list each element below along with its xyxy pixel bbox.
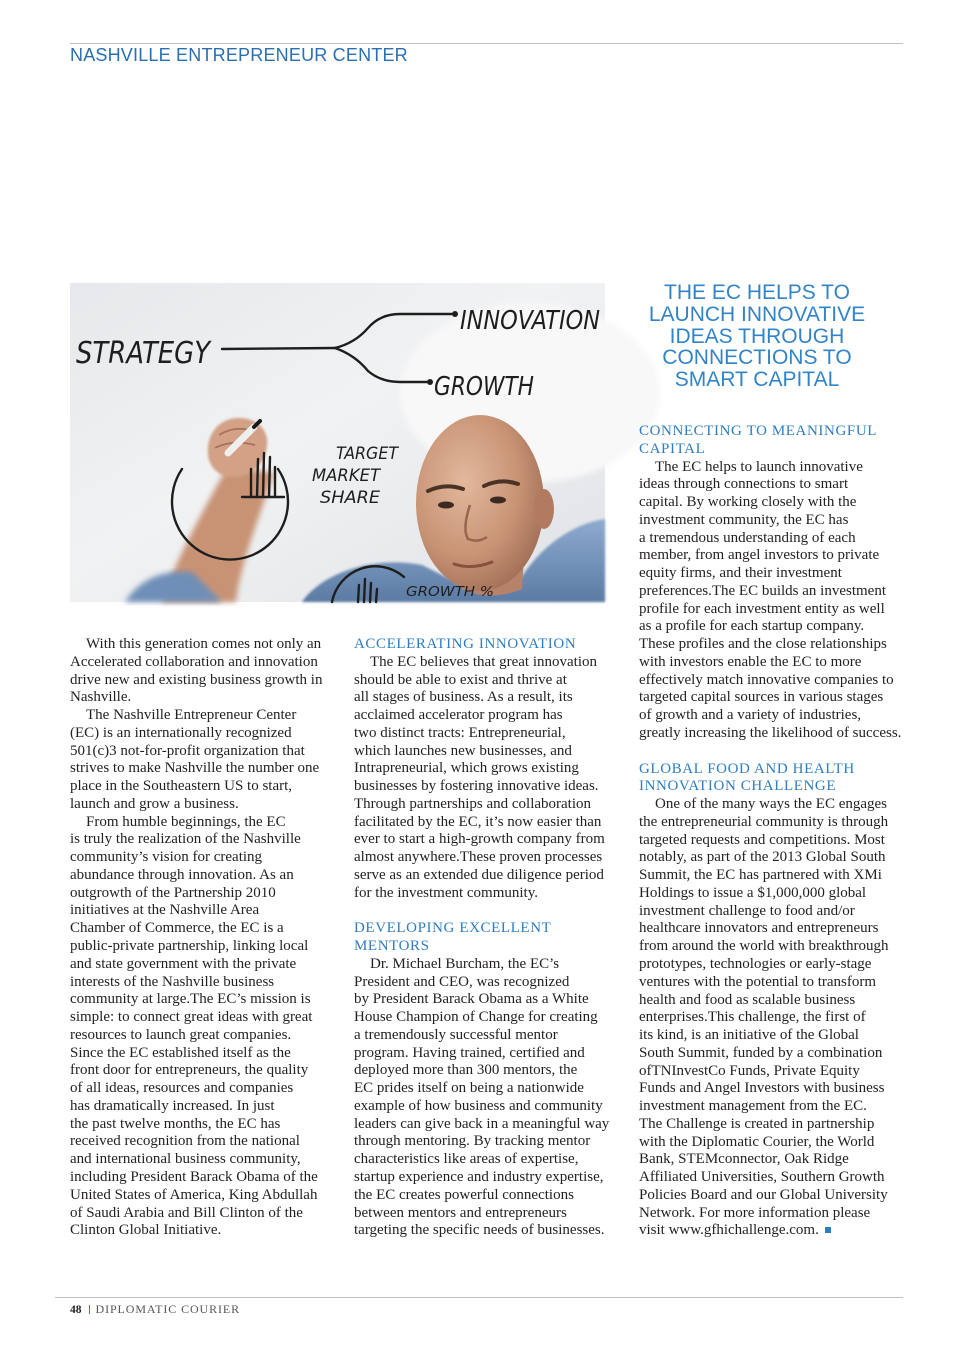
body-line <box>70 1187 327 1205</box>
body-line <box>70 707 327 725</box>
photo-label-market: MARKET <box>312 466 382 486</box>
body-line <box>639 530 903 548</box>
body-line <box>354 849 612 867</box>
body-line-text: outgrowth of the Partnership 2010 <box>70 884 276 901</box>
body-line <box>70 636 327 654</box>
body-line-text: The EC helps to launch innovative <box>655 458 863 475</box>
body-line <box>639 832 903 850</box>
body-line <box>639 459 903 477</box>
paragraph <box>639 796 903 1240</box>
body-line <box>70 831 327 849</box>
body-line <box>639 796 903 814</box>
body-line <box>70 1045 327 1063</box>
body-line-text: health and food as scalable business <box>639 991 856 1008</box>
body-line-text: investment management from the EC. <box>639 1098 867 1115</box>
page-footer <box>70 1302 240 1316</box>
body-line <box>70 991 327 1009</box>
body-line <box>354 867 612 885</box>
body-line <box>70 902 327 920</box>
body-line <box>639 938 903 956</box>
photo-label-innovation: INNOVATION <box>460 306 600 336</box>
body-line-text: South Summit, funded by a combination <box>639 1044 883 1061</box>
body-line-text: investment challenge to food and/or <box>639 902 855 919</box>
body-line <box>70 1205 327 1223</box>
section-heading-text: CAPITAL <box>639 440 706 457</box>
body-line-text: abundance through innovation. As an <box>70 866 294 883</box>
body-line-text: Chamber of Commerce, the EC is a <box>70 920 284 937</box>
paragraph <box>70 636 327 707</box>
photo-label-target: TARGET <box>336 444 400 464</box>
publication-name: DIPLOMATIC COURIER <box>95 1302 241 1316</box>
body-line-text: Through partnerships and collaboration <box>354 795 592 812</box>
body-line <box>639 494 903 512</box>
section-heading-line <box>354 636 612 654</box>
body-line <box>354 1098 612 1116</box>
body-line <box>354 974 612 992</box>
body-line <box>70 867 327 885</box>
body-line <box>354 1062 612 1080</box>
section-heading <box>639 423 903 459</box>
article-column-1 <box>70 636 327 1240</box>
body-line <box>639 1045 903 1063</box>
body-line-text: by President Barack Obama as a White <box>354 991 589 1008</box>
body-line-text: public-private partnership, linking local <box>70 938 309 955</box>
body-line <box>354 1169 612 1187</box>
body-line-text: effectively match innovative companies to <box>639 671 894 688</box>
body-line <box>70 654 327 672</box>
body-line-text: startup experience and industry expertise, <box>354 1168 604 1185</box>
body-line-text: Holdings to issue a $1,000,000 global <box>639 884 867 901</box>
body-line <box>639 565 903 583</box>
body-line-text: capital. By working closely with the <box>639 494 857 511</box>
body-line-text: House Champion of Change for creating <box>354 1009 598 1026</box>
body-line <box>354 672 612 690</box>
article-photo <box>70 283 605 602</box>
body-line-text: two distinct tracts: Entrepreneurial, <box>354 724 566 741</box>
left-eye <box>438 502 454 509</box>
body-line <box>354 778 612 796</box>
body-line-text: drive new and existing business growth in <box>70 671 323 688</box>
body-line-text: community at large.The EC’s mission is <box>70 991 311 1008</box>
body-line <box>639 1063 903 1081</box>
section-heading-line <box>639 761 903 779</box>
body-line-text: The EC believes that great innovation <box>370 653 598 670</box>
pull-quote-line: LAUNCH INNOVATIVE <box>648 302 866 326</box>
body-line-text: Affiliated Universities, Southern Growth <box>639 1169 885 1186</box>
body-line <box>639 1116 903 1134</box>
body-line <box>70 1062 327 1080</box>
body-line-text: front door for entrepreneurs, the quality <box>70 1062 309 1079</box>
body-line-text: the past twelve months, the EC has <box>70 1115 281 1132</box>
photo-label-strategy: STRATEGY <box>76 336 213 371</box>
body-line-text: Clinton Global Initiative. <box>70 1222 222 1239</box>
photo-label-growth-percent: GROWTH % <box>406 585 494 600</box>
body-line <box>639 601 903 619</box>
body-line-text: place in the Southeastern US to start, <box>70 778 293 795</box>
body-line-text: The Challenge is created in partnership <box>639 1115 875 1132</box>
body-line-text: all stages of business. As a result, its <box>354 689 573 706</box>
body-line <box>639 583 903 601</box>
body-line-text: example of how business and community <box>354 1097 603 1114</box>
ear <box>534 489 554 529</box>
body-line-text: almost anywhere.These proven processes <box>354 849 603 866</box>
body-line-text: with the Diplomatic Courier, the World <box>639 1133 875 1150</box>
body-line <box>639 636 903 654</box>
body-line <box>639 903 903 921</box>
article-column-2 <box>354 636 612 1240</box>
body-line <box>354 1205 612 1223</box>
section-header-title: NASHVILLE ENTREPRENEUR CENTER <box>70 45 408 65</box>
body-line <box>639 672 903 690</box>
body-line <box>70 1151 327 1169</box>
section-heading <box>354 920 612 956</box>
body-line <box>354 743 612 761</box>
body-line <box>70 743 327 761</box>
body-line-text: Bank, STEMconnector, Oak Ridge <box>639 1151 849 1168</box>
body-line-text: a tremendously successful mentor <box>354 1026 558 1043</box>
body-line <box>354 796 612 814</box>
body-line-text: and state government with the private <box>70 955 297 972</box>
body-line-text: for the investment community. <box>354 884 538 901</box>
body-line <box>354 1080 612 1098</box>
body-line-text: initiatives at the Nashville Area <box>70 902 260 919</box>
photo-label-share: SHARE <box>320 488 381 508</box>
body-line-text: which launches new businesses, and <box>354 742 572 759</box>
body-line <box>70 760 327 778</box>
paragraph <box>354 956 612 1240</box>
body-line <box>354 956 612 974</box>
section-heading <box>639 761 903 797</box>
body-line-text: deployed more than 300 mentors, the <box>354 1062 578 1079</box>
body-line <box>639 849 903 867</box>
body-line <box>354 1045 612 1063</box>
section-heading-text: DEVELOPING EXCELLENT <box>354 920 552 937</box>
body-line-text: interests of the Nashville business <box>70 973 275 990</box>
body-line <box>354 725 612 743</box>
section-heading-text: ACCELERATING INNOVATION <box>354 636 577 652</box>
body-line-text: and international business community, <box>70 1151 301 1168</box>
body-line-text: of all ideas, resources and companies <box>70 1080 294 1097</box>
body-line <box>70 1222 327 1240</box>
body-line-text: Funds and Angel Investors with business <box>639 1080 885 1097</box>
body-line-text: leaders can give back in a meaningful way <box>354 1115 610 1132</box>
body-line <box>639 1080 903 1098</box>
body-line <box>639 618 903 636</box>
body-line-text: a tremendous understanding of each <box>639 529 856 546</box>
body-line-text: With this generation comes not only an <box>86 636 322 652</box>
body-line-text: acclaimed accelerator program has <box>354 707 563 724</box>
body-line-text: the entrepreneurial community is through <box>639 813 889 830</box>
body-line <box>354 707 612 725</box>
body-line <box>639 814 903 832</box>
body-line <box>639 867 903 885</box>
body-line <box>639 1098 903 1116</box>
section-heading-text: MENTORS <box>354 938 430 955</box>
paragraph <box>70 707 327 814</box>
article-column-3 <box>639 423 903 1240</box>
body-line-text: Intrapreneurial, which grows existing <box>354 760 579 777</box>
body-line <box>639 654 903 672</box>
paragraph <box>70 814 327 1240</box>
section-heading-line <box>639 423 903 441</box>
body-line <box>354 760 612 778</box>
body-line <box>639 1222 903 1240</box>
body-line <box>70 974 327 992</box>
body-line <box>639 1009 903 1027</box>
body-line-text: including President Barack Obama of the <box>70 1168 318 1185</box>
body-line <box>639 1187 903 1205</box>
pull-quote-line: SMART CAPITAL <box>674 368 840 392</box>
body-line-text: 501(c)3 not-for-profit organization that <box>70 742 305 759</box>
body-line-text: is truly the realization of the Nashville <box>70 831 301 848</box>
body-line-text: its kind, is an initiative of the Global <box>639 1027 859 1044</box>
top-rule <box>70 43 903 44</box>
photo-label-growth: GROWTH <box>434 372 534 402</box>
pull-quote-line: IDEAS THROUGH <box>669 324 845 348</box>
pull-quote-line: CONNECTIONS TO <box>662 346 852 370</box>
body-line-text: ideas through connections to smart <box>639 476 849 493</box>
body-line-text: The Nashville Entrepreneur Center <box>86 707 297 724</box>
body-line <box>639 547 903 565</box>
body-line <box>70 796 327 814</box>
pull-quote <box>620 282 894 391</box>
body-line-text: should be able to exist and thrive at <box>354 671 567 688</box>
body-line-text: through mentoring. By tracking mentor <box>354 1133 591 1150</box>
pull-quote-line: THE EC HELPS TO <box>664 281 850 304</box>
body-line <box>639 707 903 725</box>
section-heading-text: GLOBAL FOOD AND HEALTH <box>639 760 855 777</box>
page-number: 48 <box>70 1304 82 1316</box>
body-line-text: Policies Board and our Global University <box>639 1186 888 1203</box>
body-line-text: launch and grow a business. <box>70 795 239 812</box>
body-line <box>639 992 903 1010</box>
body-line <box>70 920 327 938</box>
growth-arrow-dot <box>427 379 433 385</box>
body-line-text: between mentors and entrepreneurs <box>354 1204 567 1221</box>
body-line-text: United States of America, King Abdullah <box>70 1186 318 1203</box>
body-line-text: characteristics like areas of expertise, <box>354 1151 579 1168</box>
section-heading-line <box>354 938 612 956</box>
body-line <box>70 1027 327 1045</box>
body-line-text: visit www.gfhichallenge.com. <box>639 1222 819 1239</box>
body-line <box>70 672 327 690</box>
innovation-arrow-dot <box>452 311 458 317</box>
body-line <box>70 778 327 796</box>
body-line <box>639 476 903 494</box>
body-line <box>354 689 612 707</box>
body-line-text: equity firms, and their investment <box>639 565 842 582</box>
body-line-text: greatly increasing the likelihood of success. <box>639 725 902 742</box>
body-line <box>70 1098 327 1116</box>
strategy-glassboard-photo <box>70 283 605 602</box>
section-heading-text: CONNECTING TO MEANINGFUL <box>639 423 878 439</box>
body-line <box>70 885 327 903</box>
body-line-text: community’s vision for creating <box>70 849 263 866</box>
body-line-text: facilitated by the EC, it’s now easier than <box>354 813 602 830</box>
section-heading-text: INNOVATION CHALLENGE <box>639 778 837 795</box>
body-line <box>70 938 327 956</box>
body-line <box>639 512 903 530</box>
section-heading-line <box>639 778 903 796</box>
body-line <box>70 849 327 867</box>
footer-separator <box>89 1305 90 1314</box>
body-line <box>639 974 903 992</box>
body-line-text: of Saudi Arabia and Bill Clinton of the <box>70 1204 303 1221</box>
body-line <box>639 1151 903 1169</box>
body-line-text: Nashville. <box>70 689 132 706</box>
body-line-text: From humble beginnings, the EC <box>86 813 286 830</box>
body-line <box>639 1134 903 1152</box>
body-line <box>354 1116 612 1134</box>
body-line <box>70 1133 327 1151</box>
body-line-text: One of the many ways the EC engages <box>655 796 888 813</box>
body-line <box>354 885 612 903</box>
body-line <box>354 814 612 832</box>
body-line <box>639 1027 903 1045</box>
body-line-text: with investors enable the EC to more <box>639 653 862 670</box>
body-line-text: Network. For more information please <box>639 1204 871 1221</box>
body-line-text: notably, as part of the 2013 Global South <box>639 849 886 866</box>
body-line-text: ventures with the potential to transform <box>639 973 877 990</box>
body-line <box>70 725 327 743</box>
body-line-text: as a profile for each startup company. <box>639 618 865 635</box>
body-line <box>639 1205 903 1223</box>
bottom-rule <box>55 1297 903 1298</box>
body-line-text: targeted capital sources in various stages <box>639 689 884 706</box>
body-line-text: Since the EC established itself as the <box>70 1044 291 1061</box>
body-line <box>639 885 903 903</box>
body-line-text: businesses by fostering innovative ideas. <box>354 778 599 795</box>
body-line-text: (EC) is an internationally recognized <box>70 724 292 741</box>
body-line <box>354 654 612 672</box>
body-line-text: the EC creates powerful connections <box>354 1186 574 1203</box>
body-line-text: serve as an extended due diligence period <box>354 866 604 883</box>
body-line <box>70 956 327 974</box>
right-eye <box>490 497 506 504</box>
body-line-text: member, from angel investors to private <box>639 547 880 564</box>
body-line <box>354 1187 612 1205</box>
body-line-text: investment community, the EC has <box>639 511 849 528</box>
body-line-text: prototypes, technologies or early-stage <box>639 955 872 972</box>
body-line <box>70 1169 327 1187</box>
body-line <box>354 1151 612 1169</box>
paragraph <box>354 654 612 903</box>
body-line-text: received recognition from the national <box>70 1133 300 1150</box>
section-heading-line <box>639 441 903 459</box>
section-heading <box>354 636 612 654</box>
body-line-text: Summit, the EC has partnered with XMi <box>639 867 882 884</box>
body-line-text: enterprises.This challenge, the first of <box>639 1009 866 1026</box>
body-line <box>639 1169 903 1187</box>
body-line-text: profile for each investment entity as well <box>639 600 885 617</box>
body-line-text: Accelerated collaboration and innovation <box>70 653 318 670</box>
body-line <box>639 920 903 938</box>
end-of-article-square-icon <box>825 1227 831 1233</box>
body-line <box>70 689 327 707</box>
paragraph <box>639 459 903 743</box>
body-line-text: from around the world with breakthrough <box>639 938 889 955</box>
body-line-text: Dr. Michael Burcham, the EC’s <box>370 955 560 972</box>
body-line-text: targeting the specific needs of businesses. <box>354 1222 605 1239</box>
body-line <box>639 956 903 974</box>
body-line <box>639 689 903 707</box>
body-line-text: program. Having trained, certified and <box>354 1044 585 1061</box>
body-line-text: These profiles and the close relationships <box>639 636 887 653</box>
body-line <box>354 1222 612 1240</box>
body-line-text: preferences.The EC builds an investment <box>639 582 887 599</box>
body-line-text: of growth and a variety of industries, <box>639 707 862 724</box>
body-line-text: healthcare innovators and entrepreneurs <box>639 920 879 937</box>
body-line-text: strives to make Nashville the number one <box>70 760 320 777</box>
body-line-text: targeted requests and competitions. Most <box>639 831 885 848</box>
body-line-text: President and CEO, was recognized <box>354 973 570 990</box>
body-line-text: ofTNInvestCo Funds, Private Equity <box>639 1062 860 1079</box>
body-line <box>639 725 903 743</box>
body-line <box>70 1080 327 1098</box>
body-line-text: ever to start a high-growth company from <box>354 831 605 848</box>
body-line <box>354 831 612 849</box>
body-line-text: resources to launch great companies. <box>70 1026 292 1043</box>
body-line <box>70 1009 327 1027</box>
body-line <box>70 1116 327 1134</box>
body-line <box>354 1027 612 1045</box>
body-line-text: has dramatically increased. In just <box>70 1097 275 1114</box>
body-line-text: simple: to connect great ideas with great <box>70 1009 313 1026</box>
body-line <box>354 1009 612 1027</box>
body-line <box>354 991 612 1009</box>
body-line <box>70 814 327 832</box>
body-line-text: EC prides itself on being a nationwide <box>354 1080 584 1097</box>
strategy-connector-line <box>222 348 335 349</box>
body-line <box>354 1133 612 1151</box>
section-heading-line <box>354 920 612 938</box>
